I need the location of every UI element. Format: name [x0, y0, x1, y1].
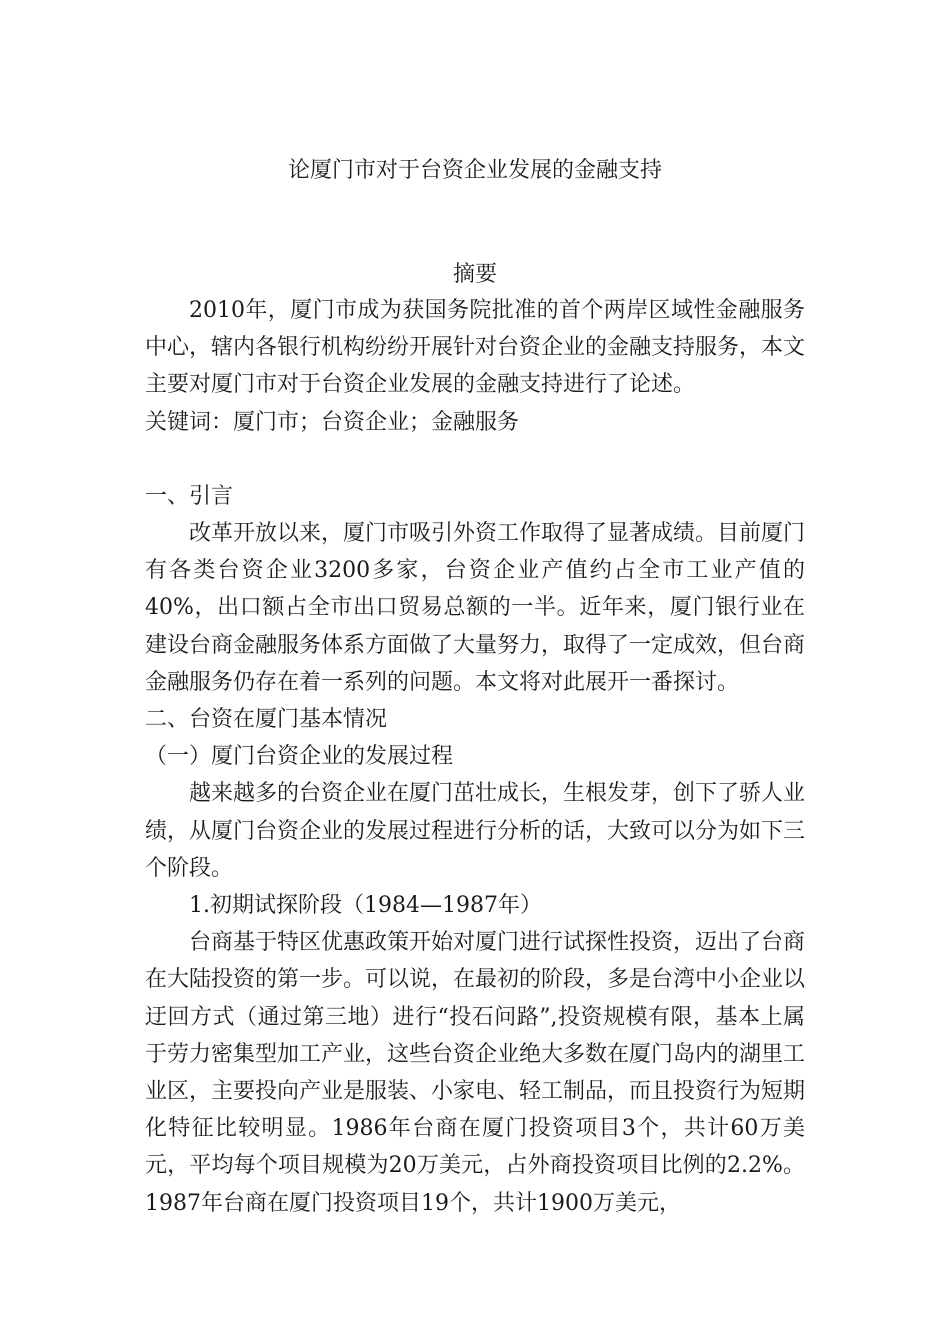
abstract-paragraph: 2010年，厦门市成为获国务院批准的首个两岸区域性金融服务中心，辖内各银行机构纷纷开展针对台资企业的金融支持服务，本文主要对厦门市对于台资企业发展的金融支持进行了论述。	[145, 298, 806, 398]
document-title: 论厦门市对于台资企业发展的金融支持	[287, 158, 662, 183]
document-body	[145, 292, 805, 1222]
blank-line	[145, 441, 805, 478]
keywords-line: 关键词：厦门市；台资企业；金融服务	[145, 409, 520, 435]
stage-initial-paragraph: 台商基于特区优惠政策开始对厦门进行试探性投资，迈出了台商在大陆投资的第一步。可以说，在最初的阶段，多是台湾中小企业以迂回方式（通过第三地）进行“投石问路”,投资规模有限，基本上属于劳力密集型加工产业，这些台资企业绝大多数在厦门岛内的湖里工业区，主要投向产业是服装、小家电、轻工制品，而且投资行为短期化特征比较明显。1986年台商在厦门投资项目3个，共计60万美元，平均每个项目规模为20万美元，占外商投资项目比例的2.2%。1987年台商在厦门投资项目19个，共计1900万美元，	[145, 930, 806, 1216]
introduction-paragraph: 改革开放以来，厦门市吸引外资工作取得了显著成绩。目前厦门有各类台资企业3200多家，台资企业产值约占全市工业产值的40%，出口额占全市出口贸易总额的一半。近年来，厦门银行业在建设台商金融服务体系方面做了大量努力，取得了一定成效，但台商金融服务仍存在着一系列的问题。本文将对此展开一番探讨。	[145, 521, 806, 695]
subsection-heading-development: （一）厦门台资企业的发展过程	[145, 744, 454, 770]
section-heading-basic-situation: 二、台资在厦门基本情况	[145, 707, 388, 733]
abstract-heading: 摘要	[452, 262, 497, 287]
development-paragraph: 越来越多的台资企业在厦门茁壮成长，生根发芽，创下了骄人业绩，从厦门台资企业的发展过程进行分析的话，大致可以分为如下三个阶段。	[145, 781, 806, 881]
stage-heading-initial: 1.初期试探阶段（1984—1987年）	[189, 893, 542, 919]
section-heading-introduction: 一、引言	[145, 483, 234, 509]
